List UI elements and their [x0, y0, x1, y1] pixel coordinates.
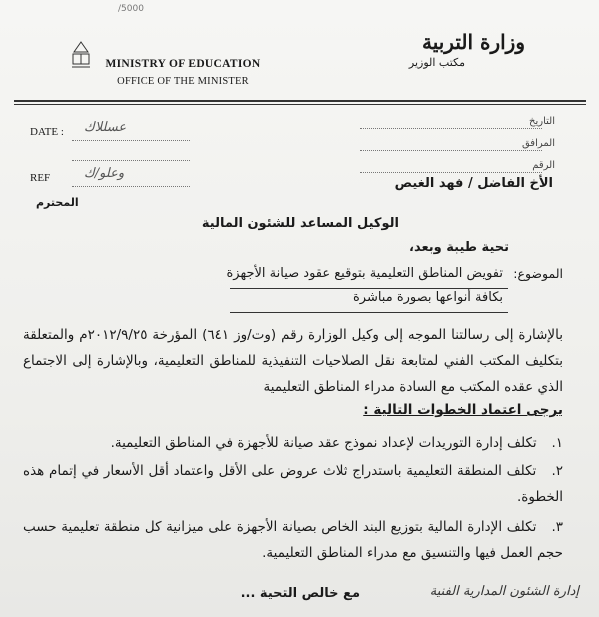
step-item-1: [23, 430, 563, 456]
subject-underline-1: [230, 288, 508, 289]
step-item-3: [23, 514, 563, 566]
addressee: الأخ الفاضل / فهد الغيص: [394, 176, 553, 191]
ar-date-label: التاريخ: [529, 116, 555, 127]
respected-label: المحترم: [36, 196, 79, 209]
blank-line: [72, 160, 190, 161]
header-divider-thin: [14, 104, 586, 105]
body-paragraph: بالإشارة إلى رسالتنا الموجه إلى وكيل الوزارة رقم (وت/وز ٦٤١) المؤرخة ٢٠١٢/٩/٢٥م والمتعلقة بتكليف المكتب الفني لمتابعة نقل الصلاحيات التنفيذية للمناطق التعليمية، وبالإشارة إلى الاجتماع الذي عقده المكتب مع السادة مدراء المناطق التعليمية: [23, 327, 563, 395]
arabic-letterhead: [409, 30, 525, 69]
ref-label: REF: [30, 172, 51, 184]
greeting: تحية طيبة وبعد،: [409, 240, 509, 255]
step-text: تكلف المنطقة التعليمية باستدراج ثلاث عروض على الأقل واعتماد أقل الأسعار في إتمام هذه الخطوة.: [23, 463, 563, 505]
closing-line: مع خالص التحية ...: [240, 586, 360, 601]
ministry-name-en: MINISTRY OF EDUCATION: [105, 58, 261, 70]
ar-number-label: الرقم: [532, 160, 555, 171]
date-line: [72, 140, 190, 141]
date-label: DATE :: [30, 126, 64, 138]
ar-attach-label: المرافق: [521, 138, 555, 149]
reference-number-top: /5000: [118, 4, 144, 14]
ar-date-line: [360, 128, 542, 129]
ar-attach-line: [360, 150, 542, 151]
subject-underline-2: [230, 312, 508, 313]
step-number: ١.: [551, 435, 563, 451]
ref-line: [72, 186, 190, 187]
header-divider: [14, 100, 586, 102]
subject-line-1: تفويض المناطق التعليمية بتوقيع عقود صيانة الأجهزة: [226, 266, 503, 281]
english-letterhead: [88, 58, 278, 87]
office-name-en: OFFICE OF THE MINISTER: [117, 76, 249, 87]
step-text: تكلف الإدارة المالية بتوزيع البند الخاص بصيانة الأجهزة على ميزانية كل منطقة تعليمية حسب حجم العمل فيها والتنسيق مع مدراء المناطق التعليمية.: [23, 519, 563, 561]
subject-line-2: بكافة أنواعها بصورة مباشرة: [352, 290, 503, 305]
step-number: ٢.: [551, 463, 563, 479]
request-line: يرجى اعتماد الخطوات التالية :: [363, 402, 563, 418]
subject-label: الموضوع:: [513, 266, 563, 281]
date-value: عسللاك: [84, 120, 127, 135]
step-number: ٣.: [551, 519, 563, 535]
step-item-2: [23, 458, 563, 510]
ar-number-line: [360, 172, 542, 173]
handwritten-signature: إدارة الشئون المدارية الفنية: [429, 584, 579, 599]
ref-value: وعلو/ك: [84, 166, 125, 181]
addressee-title: الوكيل المساعد للشئون المالية: [201, 216, 399, 231]
ministry-name-ar: وزارة التربية: [421, 30, 525, 54]
step-text: تكلف إدارة التوريدات لإعداد نموذج عقد صيانة للأجهزة في المناطق التعليمية.: [110, 435, 537, 451]
office-name-ar: مكتب الوزير: [408, 56, 465, 69]
